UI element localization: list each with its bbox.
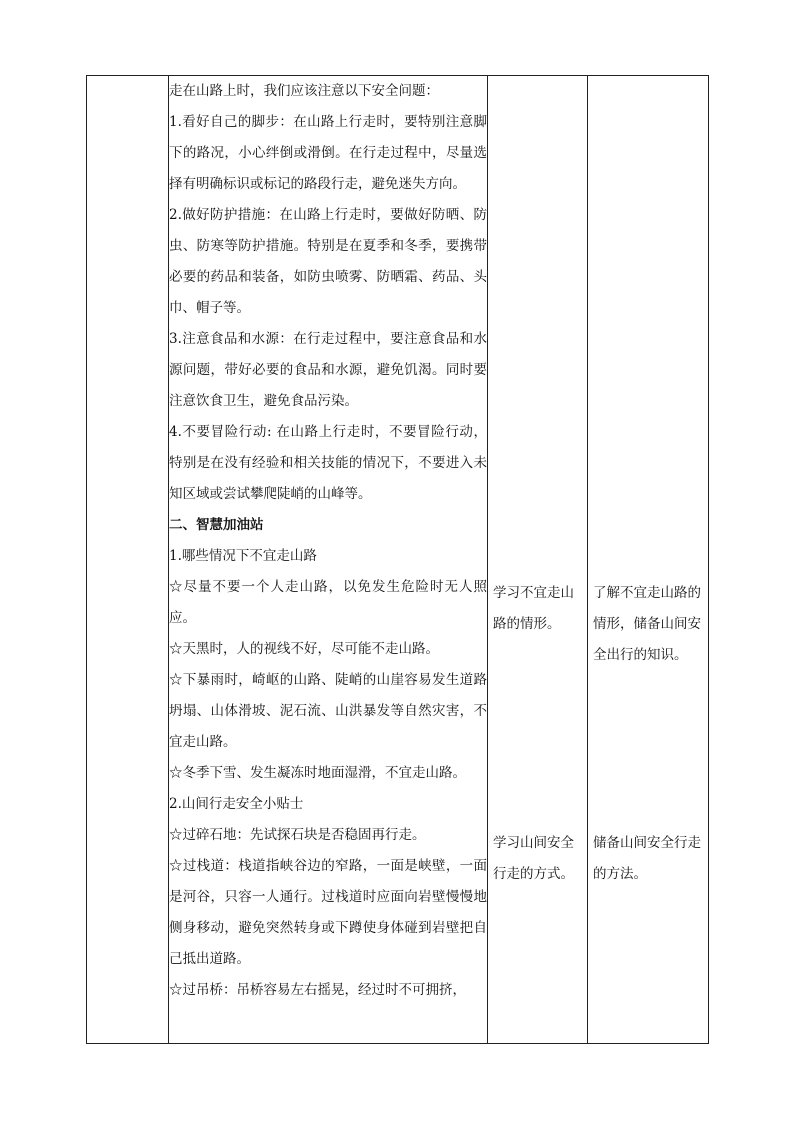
- safety-tip-3: 3.注意食品和水源：在行走过程中，要注意食品和水源问题，带好必要的食品和水源，避免饥渴。同时要注意饮食卫生，避免食品污染。: [169, 331, 487, 409]
- safety-tip-1: 1.看好自己的脚步：在山路上行走时，要特别注意脚下的路况，小心绊倒或滑倒。在行走过程中，尽量选择有明确标识或标记的路段行走，避免迷失方向。: [169, 114, 487, 192]
- student-activity-cell: [488, 76, 588, 1044]
- safety-tip-4: 4.不要冒险行动: 在山路上行走时，不要冒险行动，特别是在没有经验和相关技能的情况下，不要进入未知区域或尝试攀爬陡峭的山峰等。: [169, 424, 487, 502]
- part1-item: ☆冬季下雪、发生凝冻时地面湿滑，不宜走山路。: [169, 765, 466, 781]
- safety-tip-2: 2.做好防护措施：在山路上行走时，要做好防晒、防虫、防寒等防护措施。特别是在夏季和冬季，要携带必要的药品和装备，如防虫喷雾、防晒霜、药品、头巾、帽子等。: [169, 207, 487, 316]
- part1-item: ☆天黑时，人的视线不好，尽可能不走山路。: [169, 641, 439, 657]
- student-activity-1: 学习不宜走山路的情形。: [493, 585, 574, 632]
- design-intent-2-block: [588, 828, 708, 890]
- stage-column-cell: [87, 76, 169, 1044]
- student-activity-2-block: [488, 828, 587, 890]
- design-intent-1: 了解不宜走山路的情形，储备山间安全出行的知识。: [593, 585, 701, 663]
- lesson-plan-table: [86, 75, 709, 1044]
- part1-item: ☆下暴雨时，崎岖的山路、陡峭的山崖容易发生道路坍塌、山体滑坡、泥石流、山洪暴发等自然灾害，不宜走山路。: [169, 672, 487, 750]
- student-activity-1-block: [488, 578, 587, 640]
- teaching-content-cell: [169, 76, 488, 1044]
- student-activity-2: 学习山间安全行走的方式。: [493, 835, 574, 882]
- part1-item: ☆尽量不要一个人走山路，以免发生危险时无人照应。: [169, 579, 487, 626]
- part2-title: 2.山间行走安全小贴士: [169, 796, 304, 812]
- part2-item: ☆过吊桥：吊桥容易左右摇晃，经过时不可拥挤，: [169, 982, 466, 998]
- part1-title: 1.哪些情况下不宜走山路: [169, 548, 317, 564]
- section-heading: 二、智慧加油站: [169, 517, 264, 533]
- design-intent-2: 储备山间安全行走的方法。: [593, 835, 701, 882]
- table-row: [87, 76, 709, 1044]
- design-intent-1-block: [588, 578, 708, 671]
- part2-item: ☆过栈道：栈道指峡谷边的窄路，一面是峡壁，一面是河谷，只容一人通行。过栈道时应面向岩壁慢慢地侧身移动，避免突然转身或下蹲使身体碰到岩壁把自己抵出道路。: [169, 858, 487, 967]
- intro-text: 走在山路上时，我们应该注意以下安全问题：: [169, 83, 439, 99]
- part2-item: ☆过碎石地：先试探石块是否稳固再行走。: [169, 827, 426, 843]
- design-intent-cell: [588, 76, 709, 1044]
